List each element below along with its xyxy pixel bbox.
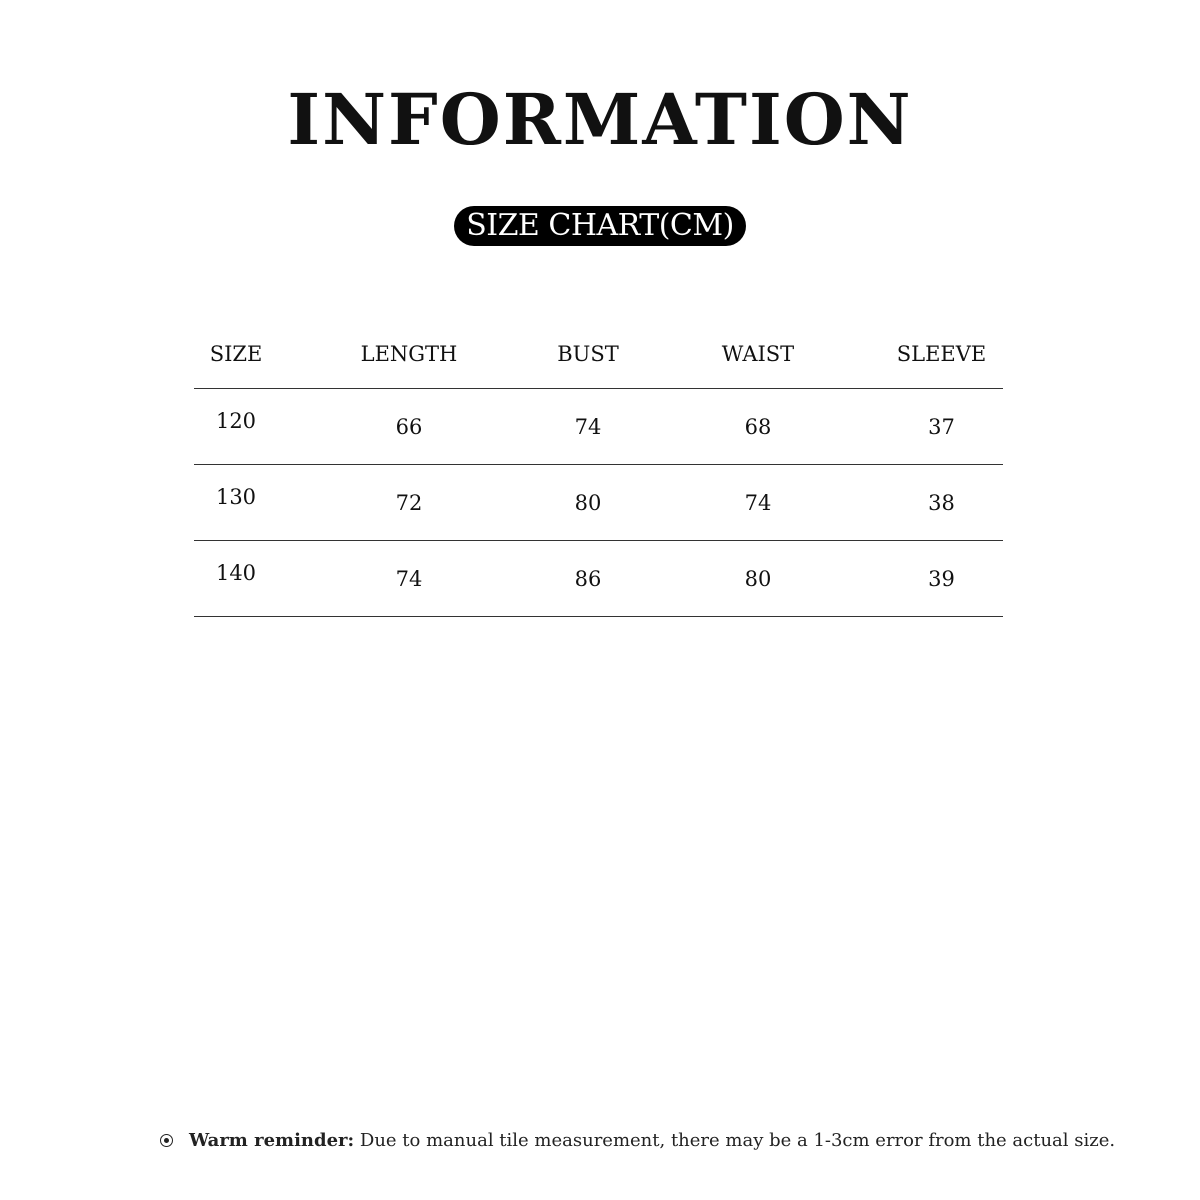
header-sleeve: SLEEVE (880, 320, 1003, 389)
cell-waist: 80 (636, 541, 880, 617)
page-title: INFORMATION (287, 78, 913, 161)
cell-size: 140 (194, 535, 278, 611)
warm-reminder (160, 1129, 1115, 1153)
cell-bust: 74 (540, 389, 636, 465)
size-table (194, 320, 1003, 617)
reminder-text: Due to manual tile measurement, there may be a 1-3cm error from the actual size. (354, 1130, 1116, 1151)
cell-sleeve: 37 (880, 389, 1003, 465)
header-bust: BUST (540, 320, 636, 389)
cell-sleeve: 39 (880, 541, 1003, 617)
cell-waist: 74 (636, 465, 880, 541)
cell-bust: 86 (540, 541, 636, 617)
cell-size: 120 (194, 383, 278, 459)
cell-length: 72 (278, 465, 540, 541)
header-length: LENGTH (278, 320, 540, 389)
table-row (194, 541, 1003, 617)
cell-bust: 80 (540, 465, 636, 541)
radio-bullet-icon (160, 1134, 173, 1147)
cell-waist: 68 (636, 389, 880, 465)
reminder-label: Warm reminder: (189, 1130, 355, 1151)
cell-sleeve: 38 (880, 465, 1003, 541)
cell-length: 74 (278, 541, 540, 617)
cell-size: 130 (194, 459, 278, 535)
header-waist: WAIST (636, 320, 880, 389)
table-row (194, 465, 1003, 541)
table-row (194, 389, 1003, 465)
cell-length: 66 (278, 389, 540, 465)
table-header-row (194, 320, 1003, 389)
size-chart-badge: SIZE CHART(CM) (454, 206, 746, 246)
header-size: SIZE (194, 320, 278, 389)
